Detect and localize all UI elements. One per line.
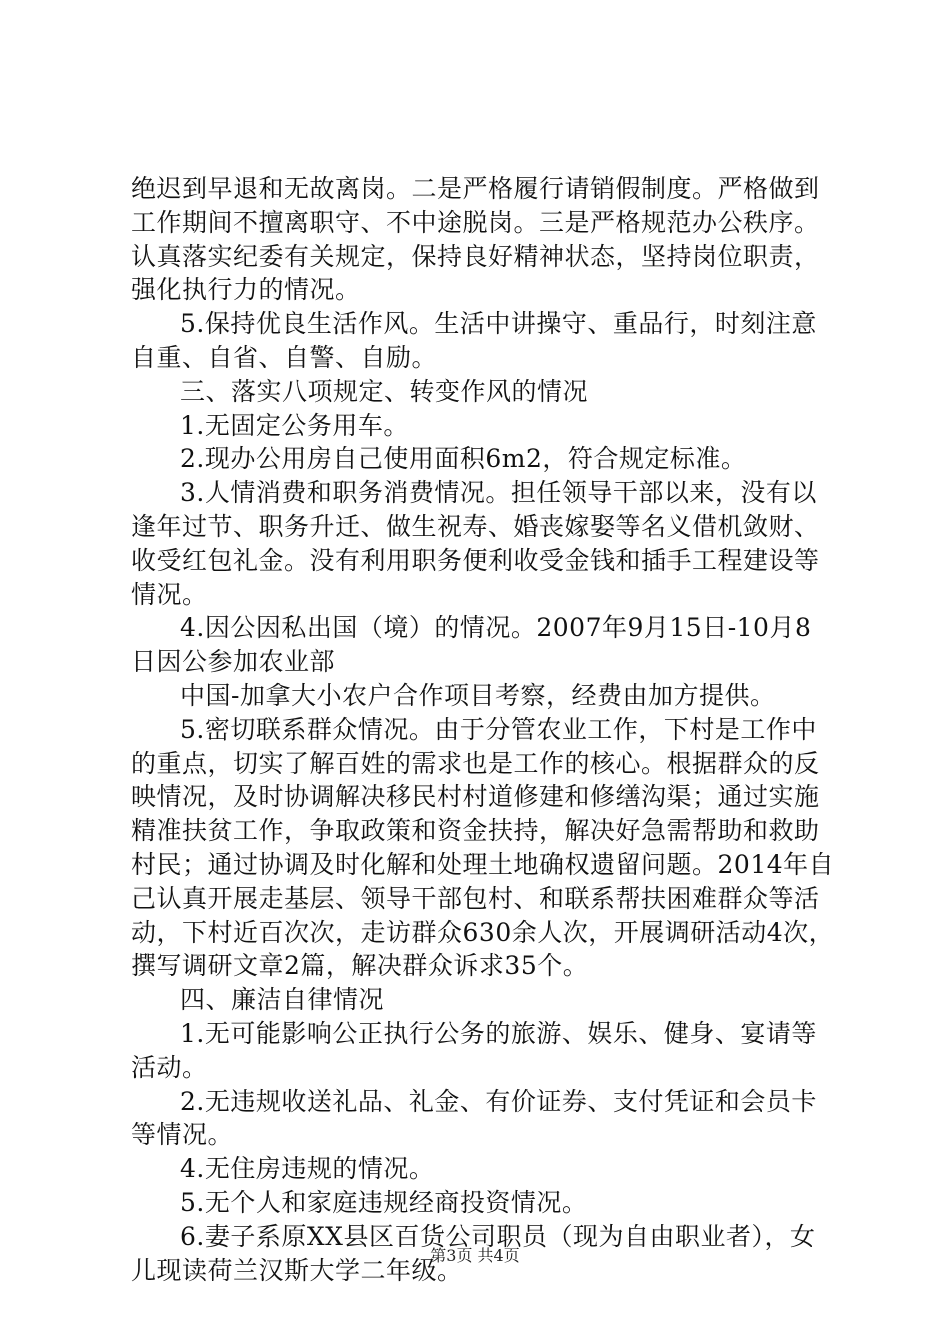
- text-line: 5.保持优良生活作风。生活中讲操守、重品行，时刻注意: [180, 309, 817, 339]
- text-line: 映情况，及时协调解决移民村村道修建和修缮沟渠；通过实施: [131, 782, 820, 812]
- text-line: 4.无住房违规的情况。: [180, 1154, 435, 1184]
- text-line: 自重、自省、自警、自励。: [131, 342, 438, 372]
- text-line: 2.无违规收送礼品、礼金、有价证券、支付凭证和会员卡: [180, 1086, 817, 1116]
- text-line: 活动。: [131, 1052, 208, 1082]
- document-body: [131, 172, 835, 1287]
- text-line: 日因公参加农业部: [131, 647, 336, 677]
- text-line: 1.无可能影响公正执行公务的旅游、娱乐、健身、宴请等: [180, 1018, 817, 1048]
- text-line: 动，下村近百次次，走访群众630余人次，开展调研活动4次，: [131, 917, 835, 947]
- text-line: 己认真开展走基层、领导干部包村、和联系帮扶困难群众等活: [131, 883, 820, 913]
- text-line: 村民；通过协调及时化解和处理土地确权遗留问题。2014年自: [131, 849, 835, 879]
- text-line: 5.密切联系群众情况。由于分管农业工作，下村是工作中: [180, 714, 817, 744]
- text-line: 2.现办公用房自己使用面积6m2，符合规定标准。: [180, 444, 747, 474]
- text-line: 6.妻子系原XX县区百货公司职员（现为自由职业者），女: [180, 1221, 816, 1251]
- text-line: 1.无固定公务用车。: [180, 410, 409, 440]
- text-line: 逢年过节、职务升迁、做生祝寿、婚丧嫁娶等名义借机敛财、: [131, 511, 820, 541]
- text-line: 中国-加拿大小农户合作项目考察，经费由加方提供。: [180, 680, 776, 710]
- text-line: 等情况。: [131, 1120, 234, 1150]
- text-line: 4.因公因私出国（境）的情况。2007年9月15日-10月8: [180, 613, 812, 643]
- text-line: 精准扶贫工作，争取政策和资金扶持，解决好急需帮助和救助: [131, 816, 820, 846]
- text-line: 情况。: [131, 579, 208, 609]
- text-line: 强化执行力的情况。: [131, 275, 361, 305]
- text-line: 绝迟到早退和无故离岗。二是严格履行请销假制度。严格做到: [131, 174, 820, 203]
- text-line: 的重点，切实了解百姓的需求也是工作的核心。根据群众的反: [131, 748, 820, 778]
- text-line: 5.无个人和家庭违规经商投资情况。: [180, 1187, 588, 1217]
- section-heading: 三、落实八项规定、转变作风的情况: [180, 376, 589, 406]
- text-line: 工作期间不擅离职守、不中途脱岗。三是严格规范办公秩序。: [131, 207, 820, 237]
- text-line: 撰写调研文章2篇，解决群众诉求35个。: [131, 951, 589, 981]
- text-line: 儿现读荷兰汉斯大学二年级。: [131, 1255, 463, 1285]
- section-heading: 四、廉洁自律情况: [180, 985, 385, 1015]
- text-line: 收受红包礼金。没有利用职务便利收受金钱和插手工程建设等: [131, 545, 820, 575]
- text-line: 3.人情消费和职务消费情况。担任领导干部以来，没有以: [180, 478, 817, 508]
- page-footer: 第3页 共4页: [430, 1246, 520, 1265]
- text-line: 认真落实纪委有关规定，保持良好精神状态，坚持岗位职责，: [131, 241, 820, 271]
